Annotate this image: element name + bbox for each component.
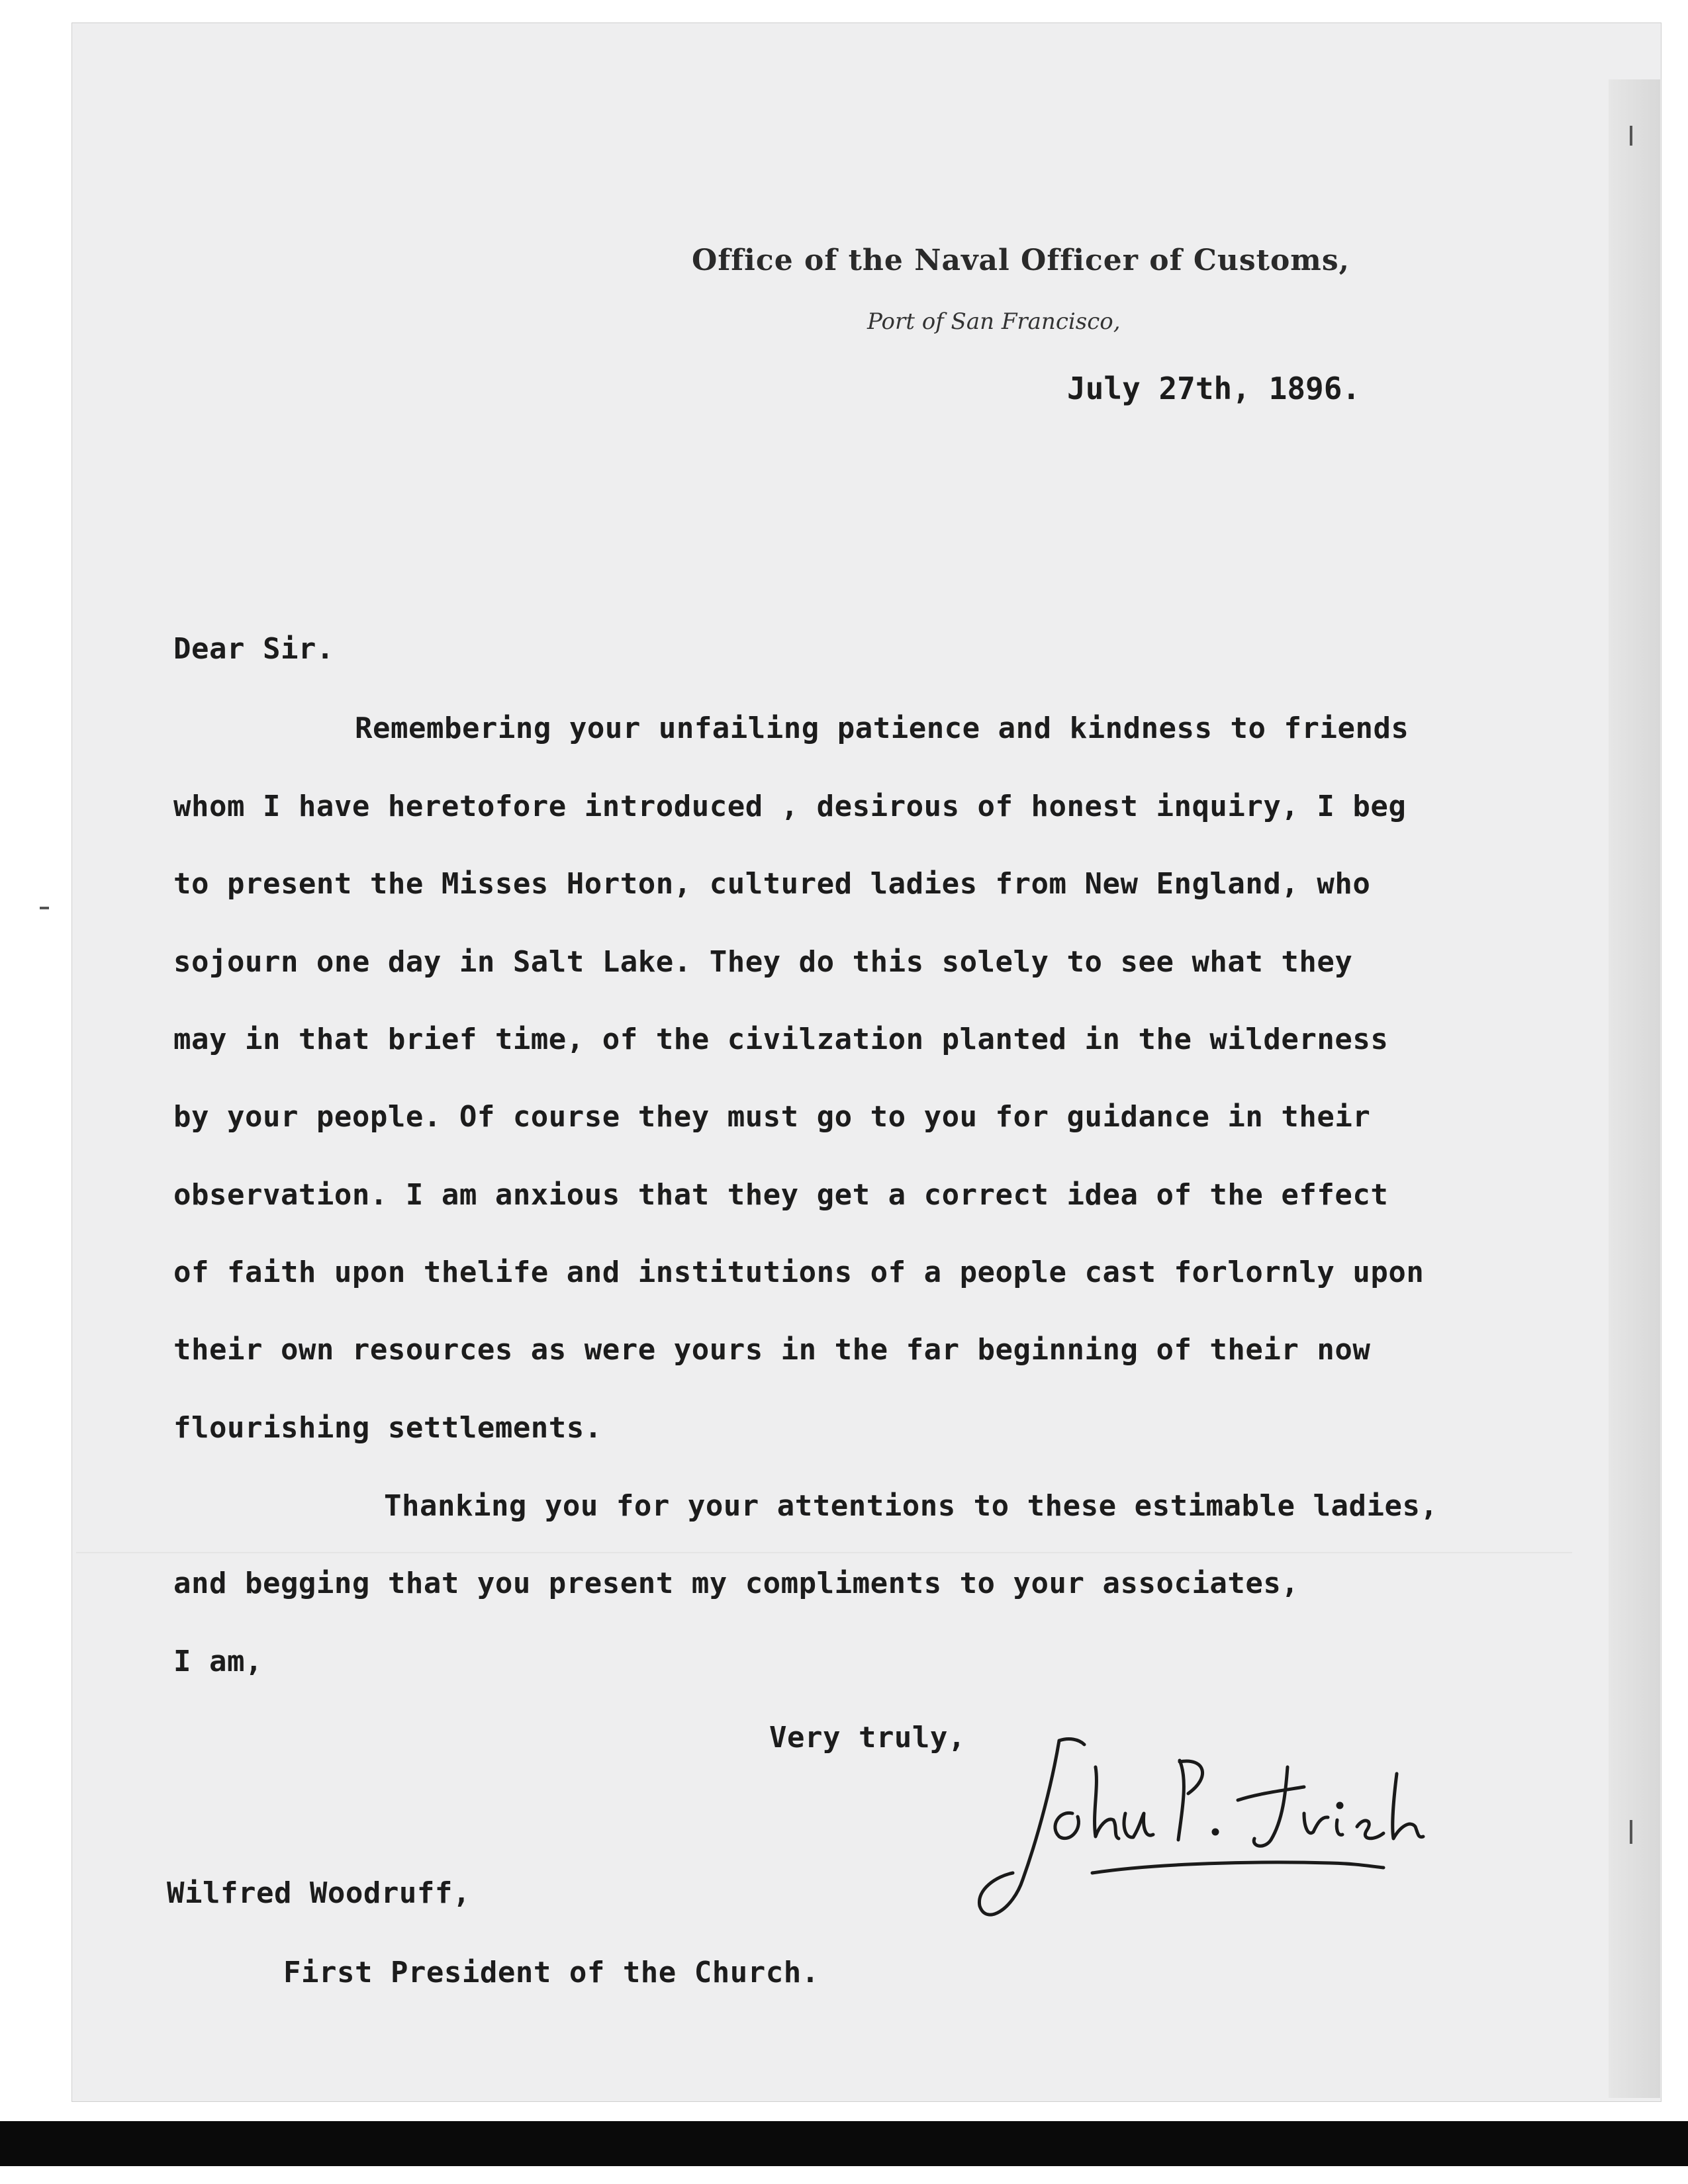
- recipient-name: Wilfred Woodruff,: [167, 1876, 471, 1910]
- closing: Very truly,: [769, 1721, 966, 1754]
- body-line: sojourn one day in Salt Lake. They do this solely to see what they: [173, 945, 1353, 979]
- body-line: whom I have heretofore introduced , desirous of honest inquiry, I beg: [173, 790, 1407, 823]
- salutation: Dear Sir.: [173, 632, 334, 666]
- letter-date: July 27th, 1896.: [1067, 371, 1361, 406]
- body-line: may in that brief time, of the civilzation planted in the wilderness: [173, 1023, 1389, 1056]
- body-line: of faith upon thelife and institutions of a people cast forlornly upon: [173, 1255, 1425, 1289]
- letterhead-office: Office of the Naval Officer of Customs,: [692, 244, 1350, 277]
- body-line: Thanking you for your attentions to these estimable ladies,: [384, 1489, 1438, 1523]
- letterhead-port: Port of San Francisco,: [867, 308, 1121, 335]
- body-line: observation. I am anxious that they get a correct idea of the effect: [173, 1178, 1389, 1212]
- signature: [960, 1721, 1476, 1939]
- body-line: flourishing settlements.: [173, 1411, 602, 1445]
- body-line: by your people. Of course they must go to you for guidance in their: [173, 1100, 1371, 1134]
- body-line: to present the Misses Horton, cultured ladies from New England, who: [173, 867, 1371, 901]
- recipient-title: First President of the Church.: [283, 1956, 820, 1989]
- body-line: their own resources as were yours in the far beginning of their now: [173, 1333, 1371, 1367]
- body-line: I am,: [173, 1645, 263, 1678]
- body-line: and begging that you present my compliments to your associates,: [173, 1567, 1299, 1600]
- body-line: Remembering your unfailing patience and kindness to friends: [355, 711, 1409, 745]
